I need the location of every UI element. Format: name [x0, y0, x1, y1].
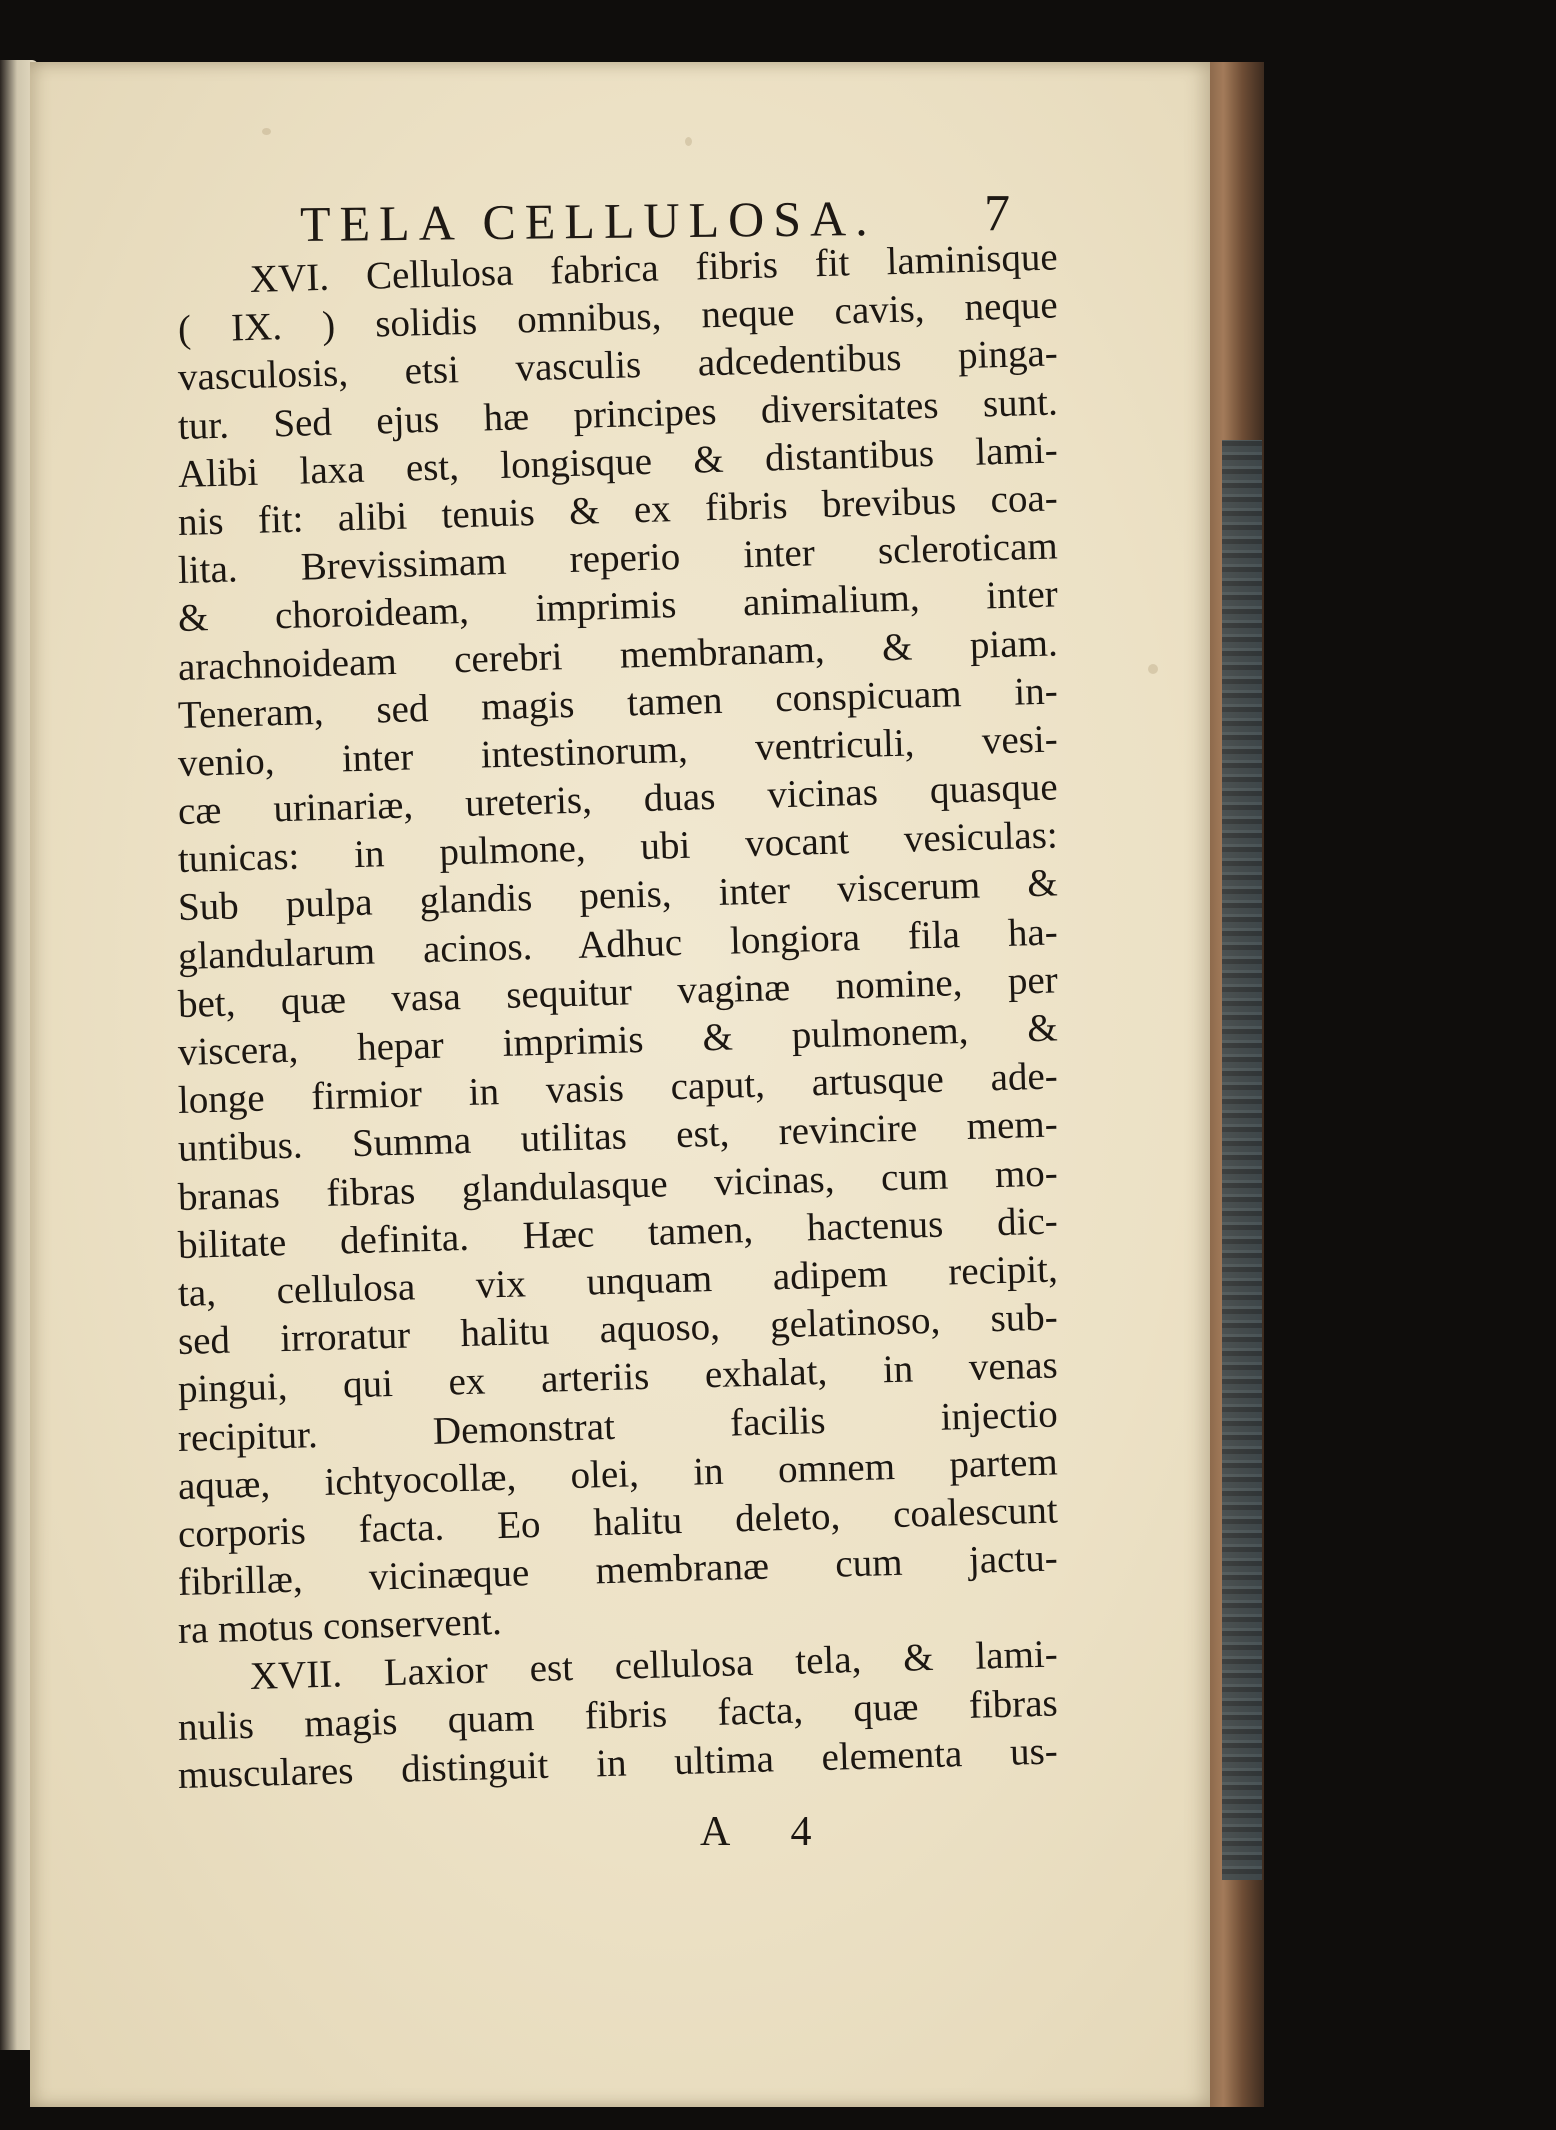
- text-line: tunicas: in pulmone, ubi vocant vesiculas:: [177, 813, 1059, 882]
- text-line: Alibi laxa est, longisque & distantibus lami-: [177, 428, 1059, 496]
- text-line: longe firmior in vasis caput, artusque ade-: [177, 1054, 1059, 1123]
- text-line: bet, quæ vasa sequitur vaginæ nomine, per: [177, 958, 1059, 1026]
- text-line: ( IX. ) solidis omnibus, neque cavis, neque: [177, 283, 1059, 352]
- text-line: viscera, hepar imprimis & pulmonem, &: [177, 1006, 1059, 1074]
- text-line: fibrillæ, vicinæque membranæ cum jactu-: [177, 1536, 1059, 1605]
- text-line: Sub pulpa glandis penis, inter viscerum &: [177, 861, 1059, 930]
- text-line: arachnoideam cerebri membranam, & piam.: [177, 620, 1059, 689]
- text-line: recipitur. Demonstrat facilis injectio: [177, 1391, 1059, 1460]
- signature-mark: A 4: [700, 1809, 838, 1855]
- text-line: cæ urinariæ, ureteris, duas vicinas quasque: [177, 765, 1059, 834]
- text-line: ta, cellulosa vix unquam adipem recipit,: [177, 1247, 1059, 1315]
- paper-spot: [685, 137, 692, 146]
- paper-spot: [1148, 664, 1158, 674]
- text-line: sed irroratur halitu aquoso, gelatinoso, sub-: [177, 1295, 1059, 1364]
- text-line: musculares distinguit in ultima elementa us-: [177, 1729, 1059, 1797]
- body-text: [177, 235, 1059, 1800]
- text-line: untibus. Summa utilitas est, revincire mem-: [177, 1102, 1059, 1171]
- text-line: venio, inter intestinorum, ventriculi, vesi-: [177, 717, 1059, 785]
- text-line: lita. Brevissimam reperio inter scleroticam: [177, 524, 1059, 593]
- text-line: ra motus conservent.: [177, 1600, 503, 1653]
- text-line: XVII. Laxior est cellulosa tela, & lami-: [249, 1632, 1059, 1699]
- text-line: aquæ, ichtyocollæ, olei, in omnem partem: [177, 1440, 1059, 1508]
- text-line: corporis facta. Eo halitu deleto, coalescunt: [177, 1488, 1059, 1556]
- book-cover-edge: [1222, 440, 1262, 1880]
- text-line: XVI. Cellulosa fabrica fibris fit laminisque: [249, 235, 1059, 301]
- text-line: pingui, qui ex arteriis exhalat, in venas: [177, 1343, 1059, 1412]
- text-line: & choroideam, imprimis animalium, inter: [177, 572, 1059, 641]
- text-line: nulis magis quam fibris facta, quæ fibras: [177, 1681, 1059, 1749]
- text-line: Teneram, sed magis tamen conspicuam in-: [177, 669, 1059, 737]
- text-line: nis fit: alibi tenuis & ex fibris brevibus coa-: [177, 476, 1059, 544]
- running-title: TELA CELLULOSA.: [299, 189, 877, 253]
- text-line: bilitate definita. Hæc tamen, hactenus dic-: [177, 1199, 1059, 1267]
- paper-spot: [262, 128, 271, 135]
- text-line: tur. Sed ejus hæ principes diversitates sunt.: [177, 380, 1059, 448]
- text-line: branas fibras glandulasque vicinas, cum mo-: [177, 1151, 1059, 1219]
- text-line: glandularum acinos. Adhuc longiora fila ha-: [177, 910, 1059, 978]
- text-line: vasculosis, etsi vasculis adcedentibus pinga-: [177, 331, 1059, 400]
- page-number: 7: [984, 185, 1010, 242]
